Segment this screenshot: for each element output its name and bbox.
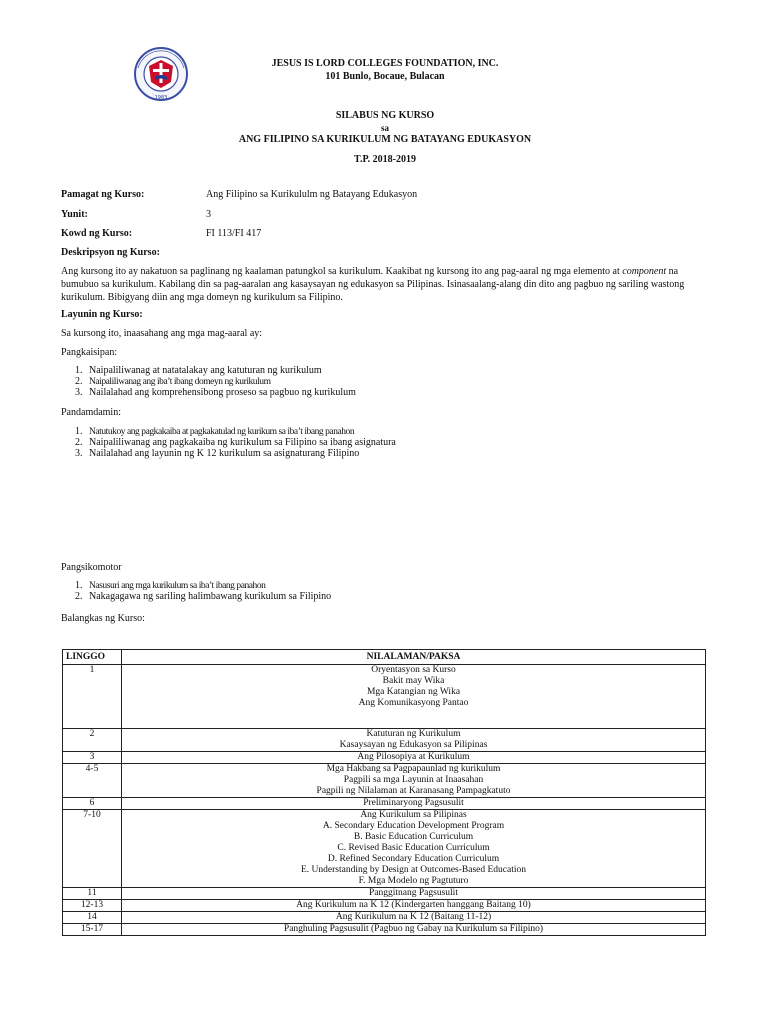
list-item: 1. Natutukoy ang pagkakaiba at pagkakatulad ng kurikum sa iba’t ibang panahon	[75, 426, 355, 437]
topic-cell	[122, 924, 706, 936]
topic-line: Ang Kurikulum na K 12 (Baitang 11-12)	[335, 912, 492, 922]
pandamdamin-list	[75, 426, 396, 459]
svg-text:1983: 1983	[154, 95, 168, 101]
topic-line: Ang Kurikulum sa Pilipinas	[360, 810, 467, 820]
topic-cell	[122, 888, 706, 900]
topic-cell	[122, 900, 706, 912]
column-header-nilalaman: NILALAMAN/PAKSA	[122, 650, 706, 665]
kowd-value: FI 113/FI 417	[206, 228, 262, 239]
institution-address: 101 Bunlo, Bocaue, Bulacan	[325, 71, 445, 82]
table-row	[63, 888, 706, 900]
topic-cell	[122, 810, 706, 888]
list-item: 1. Naipaliliwanag at natatalakay ang katuturan ng kurikulum	[75, 365, 322, 376]
column-header-linggo: LINGGO	[63, 650, 122, 665]
topic-line: Pagpili ng Nilalaman at Karanasang Pampagkatuto	[316, 786, 511, 796]
pangsikomotor-label: Pangsikomotor	[61, 562, 122, 573]
topic-line: F. Mga Modelo ng Pagtuturo	[358, 876, 469, 886]
table-row	[63, 924, 706, 936]
pamagat-value: Ang Filipino sa Kurikululm ng Batayang Edukasyon	[206, 189, 418, 200]
topic-cell	[122, 912, 706, 924]
topic-line: Pagpili sa mga Layunin at Inaasahan	[343, 775, 484, 785]
yunit-value: 3	[206, 209, 211, 220]
topic-cell	[122, 665, 706, 729]
deskripsyon-label: Deskripsyon ng Kurso:	[61, 247, 160, 258]
topic-cell	[122, 752, 706, 764]
topic-line: Bakit may Wika	[382, 676, 445, 686]
topic-line: B. Basic Education Curriculum	[353, 832, 474, 842]
topic-line: D. Refined Secondary Education Curriculum	[327, 854, 500, 864]
institution-name: JESUS IS LORD COLLEGES FOUNDATION, INC.	[271, 58, 499, 69]
topic-line: Katuturan ng Kurikulum	[366, 729, 461, 739]
list-item-text: Naipaliliwanag ang iba’t ibang domeyn ng kurikulum	[89, 377, 271, 387]
deskripsyon-pre: Ang kursong ito ay nakatuon sa paglinang ng kaalaman patungkol sa kurikulum. Kaakibat ng kursong ito ang pag-aaral ng mga elemento at	[61, 266, 623, 277]
week-cell: 12-13	[63, 900, 122, 912]
topic-cell	[122, 764, 706, 798]
topic-line: C. Revised Basic Education Curriculum	[337, 843, 490, 853]
week-cell: 3	[63, 752, 122, 764]
table-row	[63, 912, 706, 924]
pamagat-label: Pamagat ng Kurso:	[61, 189, 145, 200]
layunin-label: Layunin ng Kurso:	[61, 309, 143, 320]
kowd-label: Kowd ng Kurso:	[61, 228, 133, 239]
document-title-sa: sa	[380, 123, 389, 133]
list-item-text: Nakagagawa ng sariling halimbawang kurikulum sa Filipino	[89, 591, 332, 602]
topic-line: Preliminaryong Pagsusulit	[363, 798, 464, 808]
list-item: 2. Nakagagawa ng sariling halimbawang kurikulum sa Filipino	[75, 591, 332, 602]
week-cell: 6	[63, 798, 122, 810]
table-row	[63, 665, 706, 729]
topic-line: Ang Pilosopiya at Kurikulum	[357, 752, 470, 762]
pangkaisipan-list	[75, 365, 356, 398]
topic-line: A. Secondary Education Development Program	[322, 821, 505, 831]
list-item-text: Naipaliliwanag ang pagkakaiba ng kurikulum sa Filipino sa ibang asignatura	[89, 437, 396, 448]
table-row	[63, 900, 706, 912]
table-row	[63, 752, 706, 764]
table-row	[63, 810, 706, 888]
list-item: 3. Nailalahad ang komprehensibong proseso sa pagbuo ng kurikulum	[75, 387, 356, 398]
list-item-text: Naipaliliwanag at natatalakay ang katuturan ng kurikulum	[89, 365, 322, 376]
pangsikomotor-list	[75, 580, 331, 602]
week-cell: 4-5	[63, 764, 122, 798]
topic-cell	[122, 729, 706, 752]
pangkaisipan-label: Pangkaisipan:	[61, 347, 118, 358]
deskripsyon-emphasis: component	[622, 266, 667, 277]
list-item-text: Nailalahad ang komprehensibong proseso sa pagbuo ng kurikulum	[89, 387, 356, 398]
week-cell: 7-10	[63, 810, 122, 888]
table-row	[63, 729, 706, 752]
list-item-text: Nasusuri ang mga kurikulum sa iba’t ibang panahon	[89, 581, 266, 591]
topic-line: E. Understanding by Design at Outcomes-Based Education	[300, 865, 527, 875]
table-header-row	[63, 650, 706, 665]
table-row	[63, 764, 706, 798]
layunin-intro: Sa kursong ito, inaasahang ang mga mag-aaral ay:	[61, 328, 263, 339]
topic-line: Ang Komunikasyong Pantao	[358, 698, 469, 708]
topic-line: Panghuling Pagsusulit (Pagbuo ng Gabay na Kurikulum sa Filipino)	[283, 924, 544, 934]
topic-line: Ang Kurikulum na K 12 (Kindergarten hanggang Baitang 10)	[296, 900, 531, 910]
topic-line: Panggitnang Pagsusulit	[369, 888, 458, 898]
list-item-text: Nailalahad ang layunin ng K 12 kurikulum sa asignaturang Filipino	[89, 448, 360, 459]
table-row	[63, 798, 706, 810]
week-cell: 15-17	[63, 924, 122, 936]
document-title: SILABUS NG KURSO	[335, 110, 435, 121]
topic-line: Oryentasyon sa Kurso	[371, 665, 456, 675]
topic-line: Kasaysayan ng Edukasyon sa Pilipinas	[339, 740, 488, 750]
course-outline-table	[62, 649, 706, 936]
topic-line: Mga Hakbang sa Pagpapaunlad ng kurikulum	[326, 764, 501, 774]
week-cell: 2	[63, 729, 122, 752]
deskripsyon-post: na bumubuo sa kurikulum. Kabilang din sa pag-aaralan ang kasaysayan ng edukasyon sa Pilipinas. Isinasaalang-alang din dito ang pagbuo ng sariling wastong kurikulum. Bibigyang diin ang mga domeyn ng kurikulum sa Filipino.	[61, 266, 685, 303]
week-cell: 11	[63, 888, 122, 900]
list-item: 1. Nasusuri ang mga kurikulum sa iba’t ibang panahon	[75, 580, 266, 591]
course-outline-body	[63, 665, 706, 936]
list-item: 2. Naipaliliwanag ang iba’t ibang domeyn ng kurikulum	[75, 376, 271, 387]
balangkas-label: Balangkas ng Kurso:	[61, 613, 145, 624]
school-year: T.P. 2018-2019	[354, 154, 416, 165]
week-cell: 14	[63, 912, 122, 924]
topic-line: Mga Katangian ng Wika	[366, 687, 461, 697]
yunit-label: Yunit:	[61, 209, 88, 220]
list-item: 3. Nailalahad ang layunin ng K 12 kurikulum sa asignaturang Filipino	[75, 448, 360, 459]
course-title: ANG FILIPINO SA KURIKULUM NG BATAYANG EDUKASYON	[238, 134, 532, 145]
list-item-text: Natutukoy ang pagkakaiba at pagkakatulad ng kurikum sa iba’t ibang panahon	[89, 427, 355, 437]
week-cell: 1	[63, 665, 122, 729]
pandamdamin-label: Pandamdamin:	[61, 407, 121, 418]
deskripsyon-text	[61, 265, 716, 304]
list-item: 2. Naipaliliwanag ang pagkakaiba ng kurikulum sa Filipino sa ibang asignatura	[75, 437, 396, 448]
topic-cell	[122, 798, 706, 810]
